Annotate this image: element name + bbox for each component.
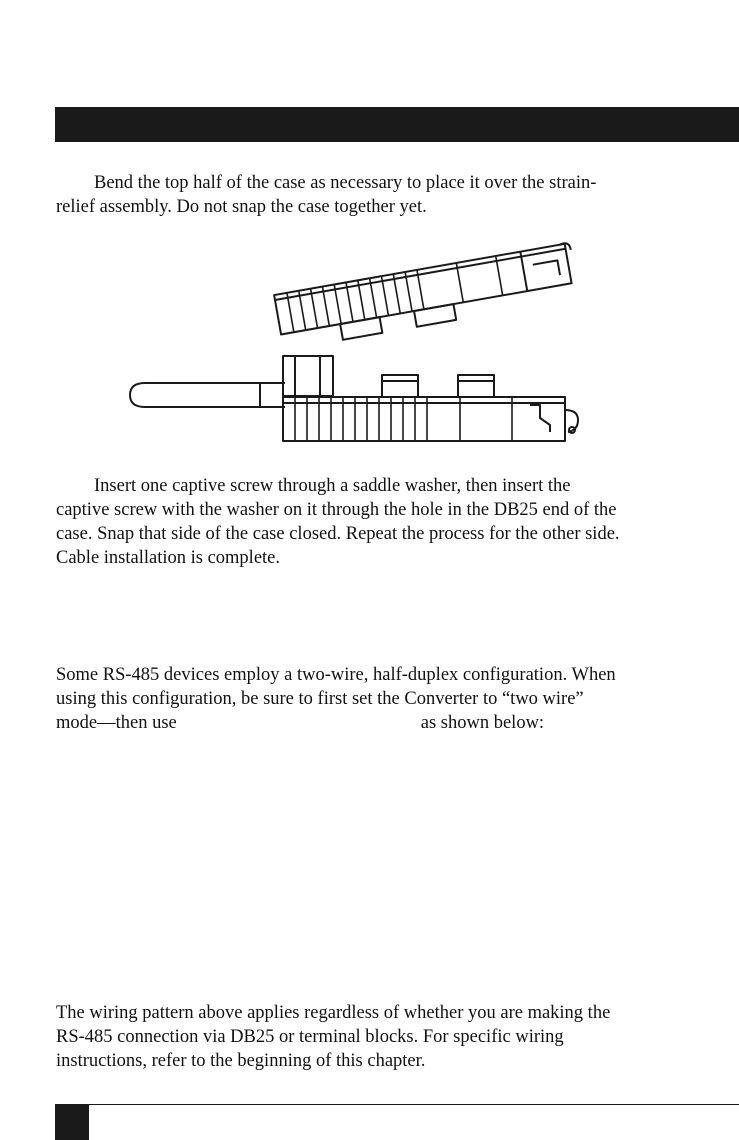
- text-fragment: mode—then use: [56, 713, 177, 733]
- text-line: Some RS-485 devices employ a two-wire, half-duplex configuration. When: [56, 665, 616, 685]
- cable: [130, 383, 285, 407]
- text-line-3: [56, 711, 736, 735]
- chapter-header-bar: [55, 107, 739, 142]
- upper-case-half: [274, 242, 579, 350]
- cable-hood-assembly-figure: [120, 240, 600, 450]
- paragraph-two-wire: [56, 663, 736, 735]
- text-line: relief assembly. Do not snap the case together yet.: [56, 197, 427, 217]
- text-line: The wiring pattern above applies regardless of whether you are making the: [56, 1003, 611, 1023]
- text-line: using this configuration, be sure to first set the Converter to “two wire”: [56, 689, 584, 709]
- text-fragment: as shown below:: [420, 713, 545, 733]
- text-line: case. Snap that side of the case closed. Repeat the process for the other side.: [56, 524, 620, 544]
- text-line: Insert one captive screw through a saddle washer, then insert the: [94, 476, 571, 496]
- paragraph-wiring-pattern: [56, 1001, 736, 1073]
- text-line: Cable installation is complete.: [56, 548, 281, 568]
- paragraph-bend-case: [56, 171, 736, 219]
- page-number-tab: [55, 1105, 89, 1140]
- lower-case-half: [283, 397, 578, 441]
- paragraph-insert-screw: [56, 474, 736, 570]
- text-line: instructions, refer to the beginning of this chapter.: [56, 1051, 426, 1071]
- strain-relief: [283, 356, 333, 396]
- text-line: Bend the top half of the case as necessary to place it over the strain-: [94, 173, 597, 193]
- text-line: RS-485 connection via DB25 or terminal blocks. For specific wiring: [56, 1027, 564, 1047]
- footer-rule: [55, 1104, 739, 1105]
- text-line: captive screw with the washer on it through the hole in the DB25 end of the: [56, 500, 617, 520]
